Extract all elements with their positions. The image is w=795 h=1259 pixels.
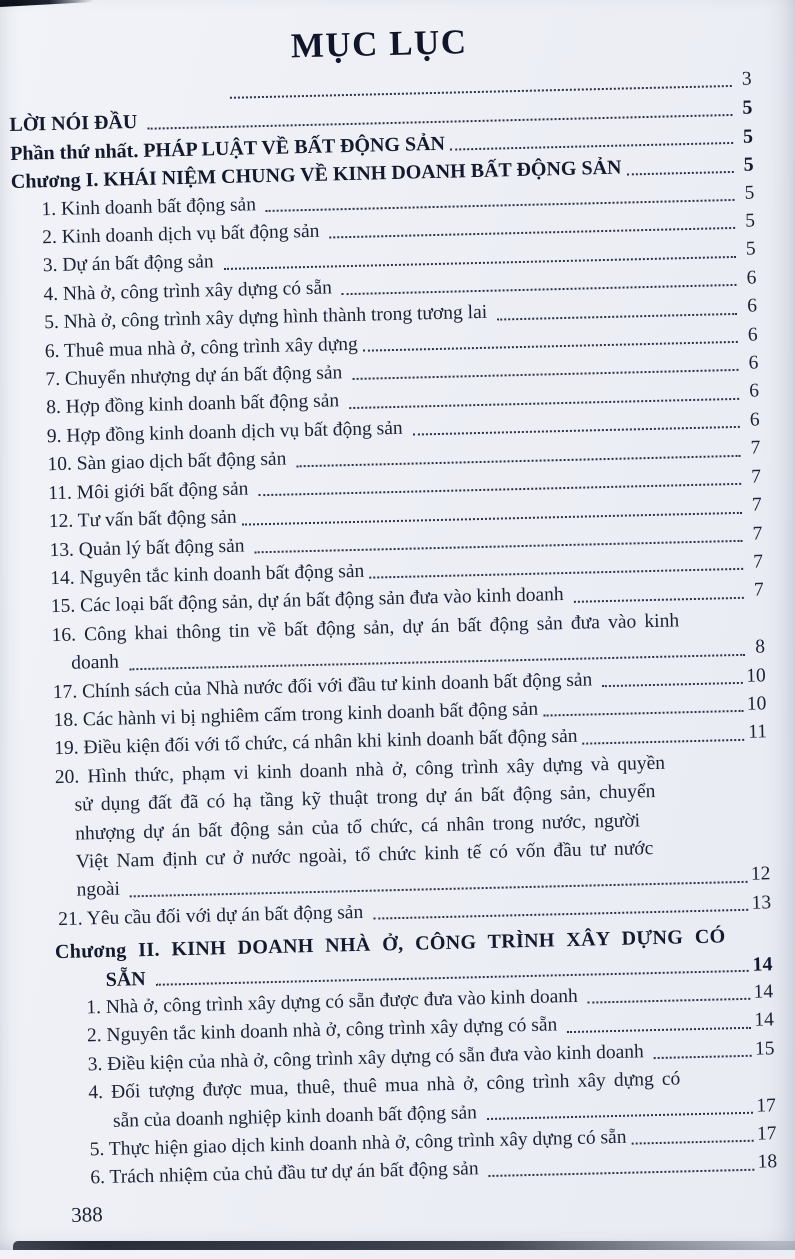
toc-entry-page-number: 5 bbox=[742, 125, 754, 148]
dot-leader bbox=[497, 313, 737, 321]
toc-entry-page-number: 11 bbox=[748, 721, 768, 744]
dot-leader bbox=[583, 739, 745, 745]
toc-entry-page-number: 6 bbox=[749, 380, 760, 403]
toc-entry-text-line: 4. Đối tượng được mua, thuê, thuê mua nhà ở, công trình xây dựng có bbox=[88, 1068, 681, 1104]
toc-entry-page-number: 7 bbox=[753, 551, 764, 573]
toc-entry-page-number: 6 bbox=[748, 352, 759, 374]
dot-leader bbox=[413, 426, 740, 436]
book-page-number: 388 bbox=[70, 1201, 103, 1227]
toc-entry-page-number: 5 bbox=[742, 96, 753, 120]
toc-entry-label: SẴN bbox=[105, 967, 151, 991]
toc-entry-label: Chương I. KHÁI NIỆM CHUNG VỀ KINH DOANH BẤT ĐỘNG SẢN bbox=[10, 156, 622, 194]
toc-entry-text-line: 20. Hình thức, phạm vi kinh doanh nhà ở, công trình xây dựng và quyền bbox=[54, 752, 666, 788]
toc-entry-page-number: 3 bbox=[741, 68, 752, 90]
toc-entry-label: 2. Nguyên tắc kinh doanh nhà ở, công trình xây dựng có sẵn bbox=[86, 1014, 563, 1047]
toc-entry-page-number: 6 bbox=[746, 267, 757, 289]
toc-entry-label: sẵn của doanh nghiệp kinh doanh bất động sản bbox=[112, 1101, 482, 1132]
toc-entry-page-number: 5 bbox=[744, 182, 755, 204]
dot-leader bbox=[373, 909, 748, 920]
toc-entry-label: 5. Thực hiện giao dịch kinh doanh nhà ở, công trình xây dựng có sẵn bbox=[89, 1126, 627, 1161]
toc-entry-page-number: 15 bbox=[754, 1038, 775, 1060]
toc-entry-label: 13. Quản lý bất động sản bbox=[49, 534, 250, 561]
toc-entry-label: 6. Thuê mua nhà ở, công trình xây dựng bbox=[44, 333, 358, 362]
toc-entry-label: Phần thứ nhất. PHÁP LUẬT VỀ BẤT ĐỘNG SẢN bbox=[9, 132, 446, 165]
toc-entry-page-number: 13 bbox=[751, 892, 772, 914]
toc-entry-page-number: 12 bbox=[750, 863, 771, 886]
toc-entry-page-number: 5 bbox=[743, 153, 754, 176]
toc-entry-page-number: 6 bbox=[747, 295, 758, 317]
toc-entry-label: 12. Tư vấn bất động sản bbox=[48, 506, 237, 533]
toc-entry-page-number: 14 bbox=[752, 952, 773, 976]
toc-entry-label: 1. Nhà ở, công trình xây dựng có sẵn được đưa vào kinh doanh bbox=[86, 985, 583, 1019]
toc-entry-page-number: 8 bbox=[755, 636, 766, 658]
toc-entry-label: 21. Yêu cầu đối với dự án bất động sản bbox=[58, 901, 369, 930]
dot-leader bbox=[602, 682, 742, 687]
dot-leader bbox=[574, 597, 744, 603]
dot-leader bbox=[588, 998, 750, 1004]
dot-leader bbox=[627, 171, 734, 176]
toc-entry-label: 10. Sàn giao dịch bất động sản bbox=[47, 448, 292, 476]
toc-entry-page-number: 7 bbox=[751, 466, 762, 488]
scan-artifact-bottom-edge bbox=[13, 1241, 795, 1250]
toc-entry-page-number: 7 bbox=[751, 494, 762, 516]
toc-entry-label: 3. Điều kiện của nhà ở, công trình xây dựng có sẵn đưa vào kinh doanh bbox=[87, 1041, 649, 1076]
toc-entry-label: 7. Chuyển nhượng dự án bất động sản bbox=[45, 362, 348, 391]
toc-entry-text-line: 16. Công khai thông tin về bất động sản, dự án bất động sản đưa vào kinh bbox=[51, 610, 680, 646]
toc-entry-page-number: 14 bbox=[754, 1009, 775, 1032]
toc-entry-label: ngoài bbox=[76, 878, 126, 901]
toc-entry-label: doanh bbox=[70, 651, 124, 674]
toc-entry-text-line: Việt Nam định cư ở nước ngoài, tổ chức kinh tế có vốn đầu tư nước bbox=[75, 838, 654, 873]
toc-entry-text-line: nhượng dự án bất động sản của tổ chức, cá nhân trong nước, người bbox=[74, 809, 641, 845]
dot-leader bbox=[543, 710, 743, 717]
dot-leader bbox=[487, 1112, 753, 1120]
toc-entry-label: 14. Nguyên tắc kinh doanh bất động sản bbox=[49, 560, 365, 590]
toc-entry-page-number: 7 bbox=[752, 522, 763, 545]
toc-entry-page-number: 10 bbox=[746, 693, 767, 715]
toc-entry-page-number: 5 bbox=[744, 210, 756, 232]
toc-entry-label: 8. Hợp đồng kinh doanh bất động sản bbox=[45, 390, 345, 419]
dot-leader bbox=[450, 142, 733, 151]
toc-entry-label: 11. Môi giới bất động sản bbox=[47, 478, 254, 504]
toc-entry-label: 9. Hợp đồng kinh doanh dịch vụ bất động sản bbox=[46, 417, 408, 448]
toc-entry-page-number: 17 bbox=[756, 1094, 777, 1117]
dot-leader bbox=[654, 1055, 751, 1059]
toc-entry-page-number: 14 bbox=[753, 981, 774, 1003]
toc-entry bbox=[25, 747, 771, 906]
toc-entry-label: 1. Kinh doanh bất động sản bbox=[41, 193, 262, 220]
toc-entry-label: 15. Các loại bất động sản, dự án bất động sản đưa vào kinh doanh bbox=[50, 584, 569, 618]
toc-entry-page-number: 10 bbox=[745, 664, 766, 687]
toc-entry-page-number: 5 bbox=[745, 238, 756, 261]
toc-entry-text-line: Chương II. KINH DOANH NHÀ Ở, CÔNG TRÌNH XÂY DỰNG CÓ bbox=[54, 925, 726, 964]
dot-leader bbox=[632, 1140, 754, 1145]
toc-entry-label: 6. Trách nhiệm của chủ đầu tư dự án bất động sản bbox=[90, 1158, 484, 1189]
toc-entry-label: 5. Nhà ở, công trình xây dựng hình thành trong tương lai bbox=[43, 301, 493, 334]
toc-entry-label: 17. Chính sách của Nhà nước đối với đầu tư kinh doanh bất động sản bbox=[52, 668, 598, 703]
toc-entry-label: 4. Nhà ở, công trình xây dựng có sẵn bbox=[43, 277, 337, 306]
dot-leader bbox=[489, 1169, 754, 1177]
toc-entry-page-number: 6 bbox=[747, 324, 758, 346]
toc-entry-label: LỜI NÓI ĐẦU bbox=[9, 111, 143, 137]
toc-entry-label: 18. Các hành vi bị nghiêm cấm trong kinh doanh bất động sản bbox=[53, 698, 539, 732]
toc-entry-page-number: 18 bbox=[757, 1151, 778, 1174]
dot-leader bbox=[369, 568, 743, 579]
toc-entry-label: 3. Dự án bất động sản bbox=[42, 251, 219, 277]
dot-leader bbox=[567, 1027, 750, 1033]
toc-entry-label: 19. Điều kiện đối với tổ chức, cá nhân khi kinh doanh bất động sản bbox=[53, 726, 578, 760]
toc-entry-page-number: 6 bbox=[749, 409, 760, 431]
toc-entry-page-number: 7 bbox=[750, 437, 761, 459]
toc-entry-label: 2. Kinh doanh dịch vụ bất động sản bbox=[41, 220, 325, 249]
toc-entry-page-number: 17 bbox=[756, 1123, 777, 1145]
page-title: MỤC LỤC bbox=[290, 22, 469, 66]
dot-leader bbox=[363, 341, 738, 352]
toc-entry-page-number: 7 bbox=[753, 579, 764, 601]
toc-list bbox=[9, 66, 778, 1195]
toc-entry-text-line: sử dụng đất đã có hạ tầng kỹ thuật trong dự án bất động sản, chuyển bbox=[74, 781, 656, 816]
